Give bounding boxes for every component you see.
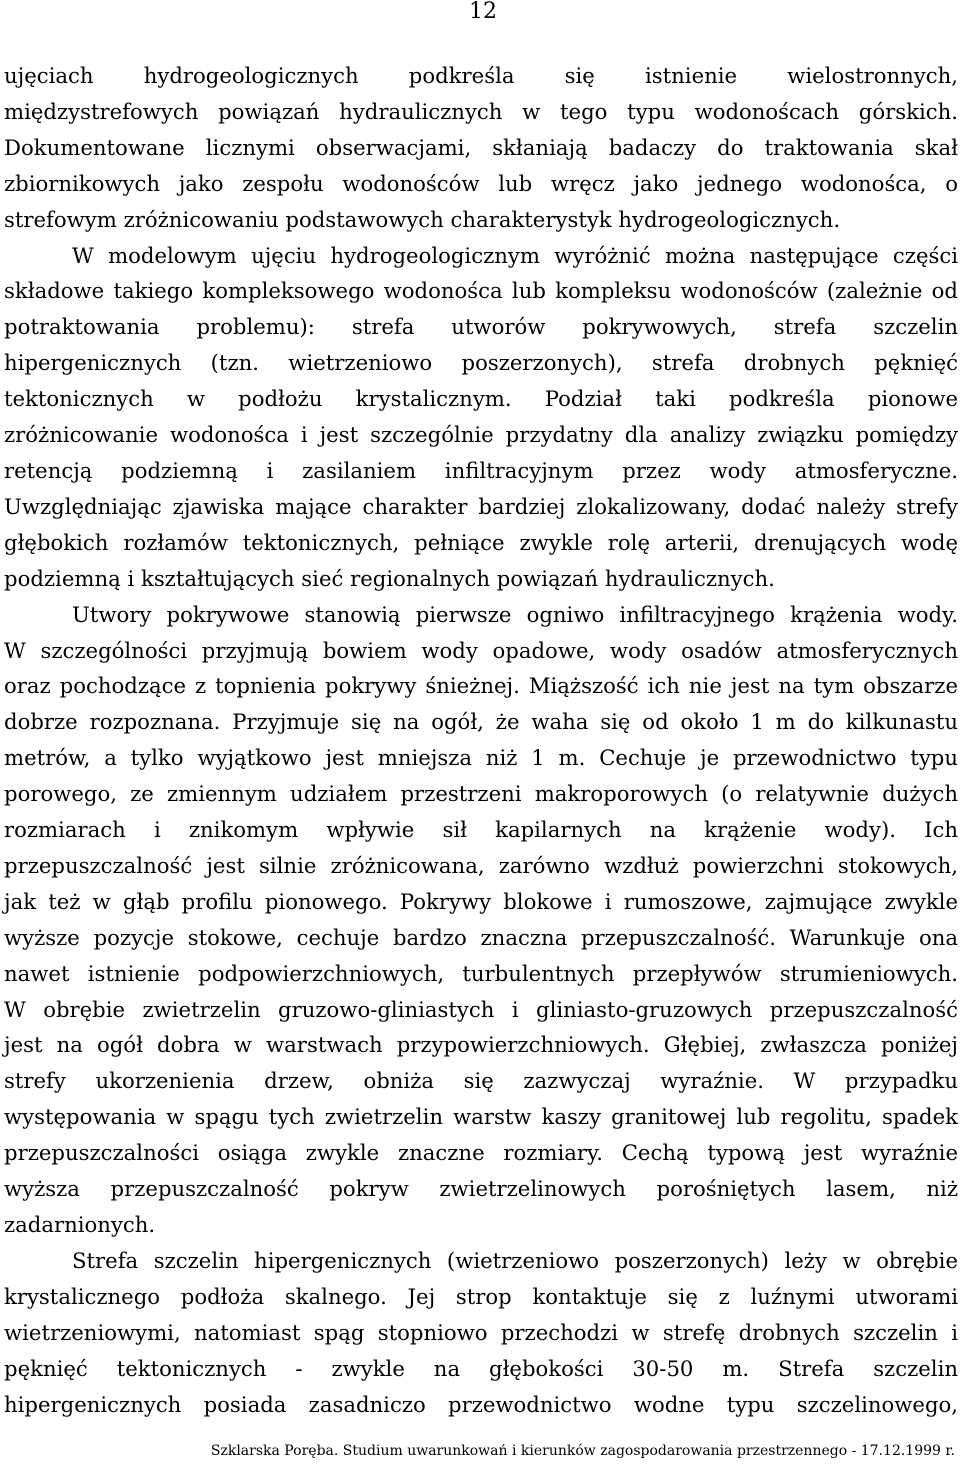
text-line: Dokumentowane licznymi obserwacjami, skłaniają badaczy do traktowania skał [4, 134, 958, 160]
text-line: wietrzeniowymi, natomiast spąg stopniowo przechodzi w strefę drobnych szczelin i [4, 1319, 958, 1345]
text-line: hipergenicznych (tzn. wietrzeniowo poszerzonych), strefa drobnych pęknięć [4, 350, 958, 376]
text-line: składowe takiego kompleksowego wodonośca lub kompleksu wodonośców (zależnie od [4, 278, 958, 304]
text-line: głębokich rozłamów tektonicznych, pełniące zwykle rolę arterii, drenujących wodę [4, 529, 958, 555]
text-line: jest na ogół dobra w warstwach przypowierzchniowych. Głębiej, zwłaszcza poniżej [4, 1032, 958, 1058]
text-line: rozmiarach i znikomym wpływie sił kapilarnych na krążenie wody). Ich [4, 817, 958, 843]
text-line: jak też w głąb profilu pionowego. Pokrywy blokowe i rumoszowe, zajmujące zwykle [4, 888, 958, 914]
text-line: strefy ukorzenienia drzew, obniża się zazwyczaj wyraźnie. W przypadku [4, 1068, 958, 1094]
page-footer: Szklarska Poręba. Studium uwarunkowań i kierunków zagospodarowania przestrzennego - 17.12.1999 r. [210, 1443, 955, 1459]
text-line: podziemną i kształtujących sieć regionalnych powiązań hydraulicznych. [4, 565, 775, 591]
text-line: zróżnicowanie wodonośca i jest szczególnie przydatny dla analizy związku pomiędzy [4, 422, 958, 448]
text-line: retencją podziemną i zasilaniem infiltracyjnym przez wody atmosferyczne. [4, 457, 958, 483]
text-line: ujęciach hydrogeologicznych podkreśla się istnienie wielostronnych, [4, 63, 958, 88]
text-line: tektonicznych w podłożu krystalicznym. Podział taki podkreśla pionowe [4, 386, 958, 412]
text-line: przepuszczalności osiąga zwykle znaczne rozmiary. Cechą typową jest wyraźnie [4, 1140, 958, 1166]
text-line: W obrębie zwietrzelin gruzowo-gliniastych i gliniasto-gruzowych przepuszczalność [4, 996, 958, 1022]
text-line: pęknięć tektonicznych - zwykle na głębokości 30-50 m. Strefa szczelin [4, 1355, 958, 1381]
text-line: oraz pochodzące z topnienia pokrywy śnieżnej. Miąższość ich nie jest na tym obszarze [4, 673, 958, 699]
text-line: W modelowym ujęciu hydrogeologicznym wyróżnić można następujące części [72, 242, 958, 268]
text-line: hipergenicznych posiada zasadniczo przewodnictwo wodne typu szczelinowego, [4, 1391, 958, 1417]
page-number: 12 [469, 0, 497, 24]
text-line: dobrze rozpoznana. Przyjmuje się na ogół, że waha się od około 1 m do kilkunastu [4, 709, 958, 735]
document-body [4, 58, 958, 1422]
text-line: zadarnionych. [4, 1212, 156, 1237]
text-line: przepuszczalność jest silnie zróżnicowana, zarówno wzdłuż powierzchni stokowych, [4, 852, 958, 878]
text-line: międzystrefowych powiązań hydraulicznych w tego typu wodonoścach górskich. [4, 98, 958, 124]
text-line: Uwzględniając zjawiska mające charakter bardziej zlokalizowany, dodać należy strefy [4, 493, 958, 519]
text-line: Strefa szczelin hipergenicznych (wietrzeniowo poszerzonych) leży w obrębie [72, 1247, 958, 1273]
text-line: zbiornikowych jako zespołu wodonośców lub wręcz jako jednego wodonośca, o [4, 170, 958, 196]
text-line: W szczególności przyjmują bowiem wody opadowe, wody osadów atmosferycznych [4, 637, 958, 663]
text-line: wyższa przepuszczalność pokryw zwietrzelinowych porośniętych lasem, niż [4, 1176, 958, 1202]
text-line: Utwory pokrywowe stanowią pierwsze ogniwo infiltracyjnego krążenia wody. [72, 601, 958, 627]
text-line: potraktowania problemu): strefa utworów pokrywowych, strefa szczelin [4, 314, 958, 340]
text-line: wyższe pozycje stokowe, cechuje bardzo znaczna przepuszczalność. Warunkuje ona [4, 924, 958, 950]
text-line: nawet istnienie podpowierzchniowych, turbulentnych przepływów strumieniowych. [4, 960, 958, 986]
text-line: porowego, ze zmiennym udziałem przestrzeni makroporowych (o relatywnie dużych [4, 781, 958, 807]
text-line: krystalicznego podłoża skalnego. Jej strop kontaktuje się z luźnymi utworami [4, 1283, 958, 1309]
text-line: strefowym zróżnicowaniu podstawowych charakterystyk hydrogeologicznych. [4, 206, 841, 232]
text-line: metrów, a tylko wyjątkowo jest mniejsza niż 1 m. Cechuje je przewodnictwo typu [4, 745, 958, 771]
text-line: występowania w spągu tych zwietrzelin warstw kaszy granitowej lub regolitu, spadek [4, 1104, 958, 1130]
